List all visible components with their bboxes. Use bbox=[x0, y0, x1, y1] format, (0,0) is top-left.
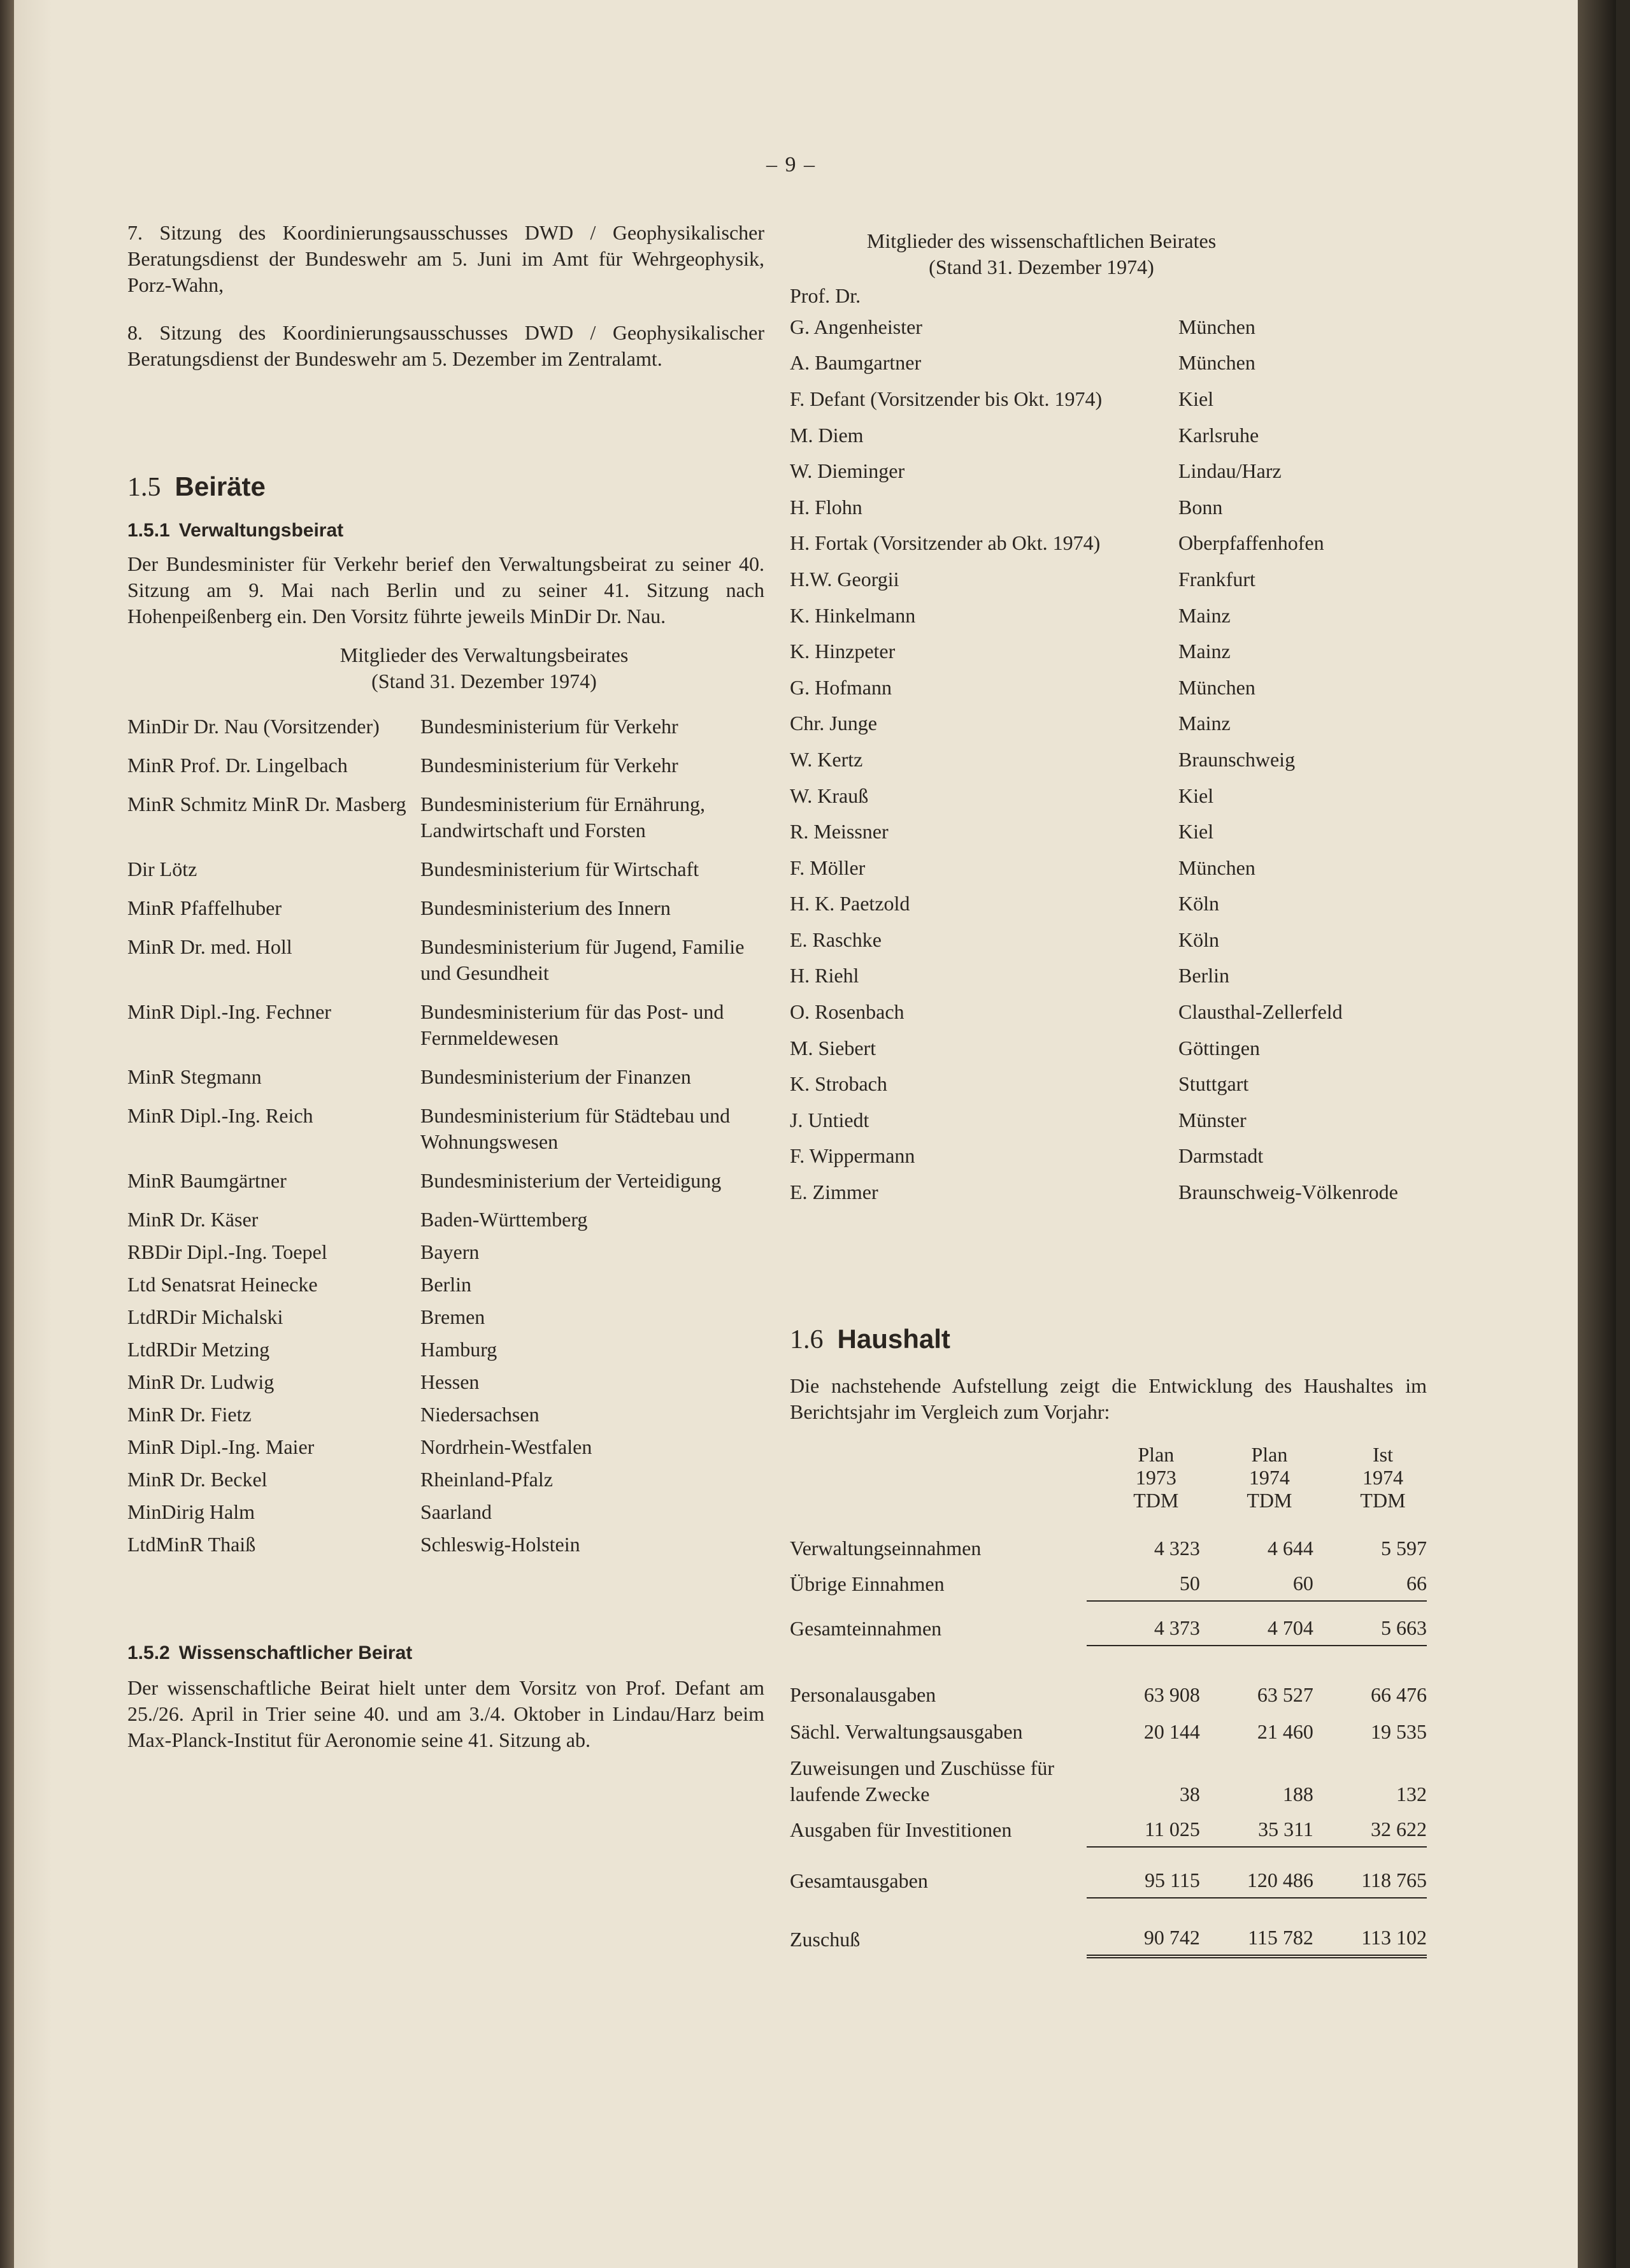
member-row bbox=[127, 1207, 764, 1233]
members-caption bbox=[127, 642, 764, 694]
budget-value: 4 644 bbox=[1267, 1536, 1313, 1560]
budget-header-line: 1974 bbox=[1248, 1465, 1290, 1489]
member-row bbox=[790, 670, 1433, 706]
member-place: Kiel bbox=[1178, 820, 1214, 843]
budget-header-row bbox=[790, 1443, 1427, 1512]
member-place: Braunschweig-Völkenrode bbox=[1178, 1181, 1398, 1204]
member-name: M. Diem bbox=[790, 423, 864, 447]
wb-caption-line-2: (Stand 31. Dezember 1974) bbox=[929, 255, 1154, 278]
budget-row-label: Gesamteinnahmen bbox=[790, 1616, 942, 1640]
member-name: H. Riehl bbox=[790, 964, 859, 987]
member-row bbox=[127, 1402, 764, 1428]
member-row bbox=[790, 453, 1433, 489]
member-row bbox=[790, 814, 1433, 850]
budget-header-cell bbox=[1200, 1443, 1313, 1512]
budget-value: 188 bbox=[1282, 1782, 1313, 1805]
member-place: Kiel bbox=[1178, 387, 1214, 410]
member-place: Mainz bbox=[1178, 712, 1231, 735]
paragraph-haushalt-intro: Die nachstehende Aufstellung zeigt die Entwicklung des Haushaltes im Berichtsjahr im Vergleich zum Vorjahr: bbox=[790, 1374, 1427, 1423]
member-row bbox=[127, 752, 764, 779]
member-place: Köln bbox=[1178, 892, 1219, 915]
subsection-heading-wissenschaftlicher-beirat bbox=[127, 1640, 764, 1666]
section-heading-beiraete bbox=[127, 470, 764, 504]
member-name: MinR Dr. Käser bbox=[127, 1208, 259, 1231]
member-row bbox=[127, 856, 764, 882]
member-row bbox=[790, 598, 1433, 634]
subsection-title: Verwaltungsbeirat bbox=[178, 520, 344, 541]
section-number: 1.5 bbox=[127, 473, 161, 502]
subsection-number: 1.5.2 bbox=[127, 1642, 170, 1663]
section-title: Haushalt bbox=[837, 1323, 950, 1354]
member-row bbox=[127, 895, 764, 921]
section-title: Beiräte bbox=[175, 471, 266, 501]
paragraph-meeting-7: 7. Sitzung des Koordinierungsausschusses DWD / Geophysikalischer Beratungsdienst der Bundeswehr am 5. Juni im Amt für Wehrgeophysik, Porz-Wahn, bbox=[127, 221, 764, 296]
member-organization: Nordrhein-Westfalen bbox=[420, 1435, 592, 1458]
member-name: LtdRDir Michalski bbox=[127, 1305, 283, 1328]
member-name: G. Angenheister bbox=[790, 315, 922, 338]
budget-value: 95 115 bbox=[1087, 1847, 1200, 1898]
member-name: MinR Dipl.-Ing. Reich bbox=[127, 1104, 313, 1127]
member-place: Lindau/Harz bbox=[1178, 459, 1282, 483]
budget-row bbox=[790, 1811, 1427, 1847]
member-row bbox=[127, 1239, 764, 1265]
member-name: MinR Stegmann bbox=[127, 1065, 262, 1088]
budget-value: 63 908 bbox=[1143, 1683, 1200, 1706]
member-name: M. Siebert bbox=[790, 1036, 876, 1059]
paragraph-wissenschaftlicher-beirat: Der wissenschaftliche Beirat hielt unter dem Vorsitz von Prof. Defant am 25./26. April in Trier seine 40. und am 3./4. Oktober in Lindau/Harz beim Max-Planck-Institut für Aeronomie seine 41. Sitzung ab. bbox=[127, 1676, 764, 1751]
member-organization: Hamburg bbox=[420, 1338, 497, 1361]
member-organization: Saarland bbox=[420, 1500, 492, 1523]
member-place: Oberpfaffenhofen bbox=[1178, 531, 1324, 555]
member-place: Münster bbox=[1178, 1108, 1247, 1131]
member-place: Braunschweig bbox=[1178, 747, 1296, 771]
budget-value: 19 535 bbox=[1371, 1719, 1427, 1743]
budget-row bbox=[790, 1512, 1427, 1565]
section-number: 1.6 bbox=[790, 1324, 824, 1354]
budget-value: 118 765 bbox=[1313, 1847, 1427, 1898]
members-caption-line-1: Mitglieder des Verwaltungsbeirates bbox=[340, 643, 629, 666]
member-organization: Bundesministerium für das Post- und Fernmeldewesen bbox=[420, 1000, 724, 1049]
member-place: München bbox=[1178, 675, 1255, 699]
member-row bbox=[790, 309, 1433, 345]
member-name: MinDir Dr. Nau (Vorsitzender) bbox=[127, 715, 380, 738]
member-organization: Bayern bbox=[420, 1240, 480, 1263]
member-name: K. Hinzpeter bbox=[790, 640, 896, 663]
member-row bbox=[790, 850, 1433, 886]
budget-header-line: TDM bbox=[1247, 1488, 1292, 1512]
subsection-heading-verwaltungsbeirat bbox=[127, 518, 764, 543]
member-row bbox=[127, 1369, 764, 1395]
member-name: RBDir Dipl.-Ing. Toepel bbox=[127, 1240, 327, 1263]
member-name: MinR Prof. Dr. Lingelbach bbox=[127, 754, 348, 777]
paragraph-verwaltungsbeirat: Der Bundesminister für Verkehr berief den Verwaltungsbeirat zu seiner 40. Sitzung am 9. Mai nach Berlin und zu seiner 41. Sitzung nach Hohenpeißenberg ein. Den Vorsitz führte jeweils MinDir Dr. Nau. bbox=[127, 552, 764, 628]
member-place: Darmstadt bbox=[1178, 1144, 1264, 1168]
member-organization: Bundesministerium der Finanzen bbox=[420, 1065, 691, 1088]
member-place: Karlsruhe bbox=[1178, 423, 1259, 447]
member-row bbox=[790, 633, 1433, 670]
member-organization: Bundesministerium für Verkehr bbox=[420, 715, 678, 738]
verwaltungsbeirat-member-list bbox=[127, 714, 764, 1558]
member-name: O. Rosenbach bbox=[790, 1000, 904, 1024]
member-row bbox=[127, 1532, 764, 1558]
member-name: W. Dieminger bbox=[790, 459, 905, 483]
member-name: H. K. Paetzold bbox=[790, 892, 910, 915]
budget-value: 115 782 bbox=[1200, 1898, 1313, 1956]
member-name: H. Fortak (Vorsitzender ab Okt. 1974) bbox=[790, 531, 1101, 555]
member-place: Bonn bbox=[1178, 495, 1223, 519]
member-name: MinR Dr. Beckel bbox=[127, 1468, 268, 1491]
budget-value: 66 bbox=[1313, 1565, 1427, 1601]
budget-row bbox=[790, 1565, 1427, 1601]
budget-value: 90 742 bbox=[1087, 1898, 1200, 1956]
member-name: F. Wippermann bbox=[790, 1144, 915, 1168]
member-organization: Baden-Württemberg bbox=[420, 1208, 588, 1231]
member-row bbox=[790, 489, 1433, 526]
member-name: MinR Dr. Fietz bbox=[127, 1403, 252, 1426]
budget-value: 4 704 bbox=[1200, 1601, 1313, 1646]
budget-row-label: Übrige Einnahmen bbox=[790, 1572, 945, 1595]
member-row bbox=[127, 934, 764, 986]
budget-header-line: 1973 bbox=[1135, 1465, 1176, 1489]
budget-value: 66 476 bbox=[1371, 1683, 1427, 1706]
member-row bbox=[127, 1304, 764, 1330]
wb-caption bbox=[790, 228, 1293, 280]
budget-row-label: Personalausgaben bbox=[790, 1683, 936, 1706]
budget-header-line: TDM bbox=[1360, 1488, 1406, 1512]
member-organization: Bundesministerium für Jugend, Familie und Gesundheit bbox=[420, 935, 745, 984]
budget-row-label: Sächl. Verwaltungsausgaben bbox=[790, 1719, 1023, 1743]
member-row bbox=[790, 1066, 1433, 1102]
member-name: A. Baumgartner bbox=[790, 351, 922, 375]
budget-row bbox=[790, 1898, 1427, 1956]
member-name: W. Krauß bbox=[790, 784, 869, 807]
members-caption-line-2: (Stand 31. Dezember 1974) bbox=[371, 670, 597, 693]
budget-value: 21 460 bbox=[1257, 1719, 1313, 1743]
member-name: H.W. Georgii bbox=[790, 567, 899, 591]
member-place: Göttingen bbox=[1178, 1036, 1260, 1059]
member-name: Dir Lötz bbox=[127, 858, 197, 880]
budget-header-line: Plan bbox=[1138, 1442, 1175, 1466]
member-row bbox=[127, 1434, 764, 1460]
member-name: MinR Pfaffelhuber bbox=[127, 896, 282, 919]
member-name: K. Hinkelmann bbox=[790, 603, 916, 627]
budget-header-blank bbox=[790, 1443, 1087, 1512]
member-place: Berlin bbox=[1178, 964, 1229, 987]
member-row bbox=[790, 381, 1433, 417]
member-row bbox=[127, 1499, 764, 1525]
member-organization: Bundesministerium für Ernährung, Landwirtschaft und Forsten bbox=[420, 793, 706, 842]
member-row bbox=[127, 791, 764, 843]
member-organization: Bundesministerium für Wirtschaft bbox=[420, 858, 699, 880]
member-row bbox=[790, 417, 1433, 454]
budget-row bbox=[790, 1749, 1427, 1811]
budget-row bbox=[790, 1712, 1427, 1749]
budget-header-line: TDM bbox=[1133, 1488, 1179, 1512]
budget-header-line: Ist bbox=[1372, 1442, 1393, 1466]
member-row bbox=[127, 1272, 764, 1298]
member-row bbox=[127, 999, 764, 1051]
member-organization: Schleswig-Holstein bbox=[420, 1533, 580, 1556]
budget-row bbox=[790, 1601, 1427, 1646]
budget-row bbox=[790, 1646, 1427, 1712]
budget-value: 63 527 bbox=[1257, 1683, 1313, 1706]
budget-value: 120 486 bbox=[1200, 1847, 1313, 1898]
document-page bbox=[14, 0, 1578, 2268]
member-name: MinR Dipl.-Ing. Maier bbox=[127, 1435, 315, 1458]
member-name: MinR Baumgärtner bbox=[127, 1169, 287, 1192]
member-row bbox=[127, 714, 764, 740]
member-name: F. Defant (Vorsitzender bis Okt. 1974) bbox=[790, 387, 1103, 410]
member-name: E. Zimmer bbox=[790, 1181, 878, 1204]
member-row bbox=[790, 1030, 1433, 1066]
member-place: Mainz bbox=[1178, 603, 1231, 627]
member-name: W. Kertz bbox=[790, 747, 863, 771]
member-organization: Bundesministerium des Innern bbox=[420, 896, 671, 919]
member-name: MinR Schmitz MinR Dr. Masberg bbox=[127, 793, 406, 815]
member-row bbox=[790, 742, 1433, 778]
wissenschaftlicher-beirat-member-list bbox=[790, 309, 1433, 1210]
budget-value: 20 144 bbox=[1143, 1719, 1200, 1743]
member-row bbox=[790, 561, 1433, 598]
member-organization: Berlin bbox=[420, 1273, 471, 1296]
member-name: MinR Dipl.-Ing. Fechner bbox=[127, 1000, 331, 1023]
member-place: München bbox=[1178, 856, 1255, 879]
budget-value: 60 bbox=[1200, 1565, 1313, 1601]
right-column bbox=[790, 228, 1433, 1958]
member-organization: Bremen bbox=[420, 1305, 485, 1328]
budget-row-label: Ausgaben für Investitionen bbox=[790, 1818, 1012, 1841]
member-name: MinR Dr. Ludwig bbox=[127, 1370, 275, 1393]
wb-title-prefix: Prof. Dr. bbox=[790, 284, 861, 307]
member-name: LtdMinR Thaiß bbox=[127, 1533, 256, 1556]
member-place: Kiel bbox=[1178, 784, 1214, 807]
budget-row-label: Zuweisungen und Zuschüsse für laufende Zwecke bbox=[790, 1756, 1055, 1805]
member-name: E. Raschke bbox=[790, 928, 882, 951]
member-organization: Rheinland-Pfalz bbox=[420, 1468, 553, 1491]
member-name: LtdRDir Metzing bbox=[127, 1338, 270, 1361]
member-row bbox=[127, 1337, 764, 1363]
member-row bbox=[790, 1102, 1433, 1138]
member-row bbox=[790, 886, 1433, 922]
budget-value: 5 597 bbox=[1381, 1536, 1427, 1560]
subsection-number: 1.5.1 bbox=[127, 520, 170, 541]
member-name: K. Strobach bbox=[790, 1072, 887, 1096]
member-organization: Bundesministerium für Verkehr bbox=[420, 754, 678, 777]
budget-value: 113 102 bbox=[1313, 1898, 1427, 1956]
budget-header-line: Plan bbox=[1251, 1442, 1288, 1466]
member-row bbox=[790, 994, 1433, 1030]
budget-header-line: 1974 bbox=[1362, 1465, 1403, 1489]
budget-value: 132 bbox=[1396, 1782, 1427, 1805]
budget-value: 4 323 bbox=[1154, 1536, 1200, 1560]
wb-caption-line-1: Mitglieder des wissenschaftlichen Beirates bbox=[866, 229, 1217, 252]
member-name: R. Meissner bbox=[790, 820, 889, 843]
member-row bbox=[790, 922, 1433, 958]
member-name: MinDirig Halm bbox=[127, 1500, 255, 1523]
member-row bbox=[790, 958, 1433, 994]
member-name: F. Möller bbox=[790, 856, 866, 879]
budget-row-label: Verwaltungseinnahmen bbox=[790, 1536, 982, 1560]
member-place: Mainz bbox=[1178, 640, 1231, 663]
member-organization: Bundesministerium für Städtebau und Wohnungswesen bbox=[420, 1104, 731, 1153]
budget-value: 11 025 bbox=[1087, 1811, 1200, 1847]
member-row bbox=[790, 526, 1433, 562]
budget-row-label: Gesamtausgaben bbox=[790, 1869, 928, 1892]
member-place: Clausthal-Zellerfeld bbox=[1178, 1000, 1343, 1024]
budget-value: 38 bbox=[1179, 1782, 1200, 1805]
member-row bbox=[790, 778, 1433, 814]
budget-row bbox=[790, 1847, 1427, 1898]
member-row bbox=[790, 345, 1433, 382]
member-row bbox=[127, 1168, 764, 1194]
budget-value: 35 311 bbox=[1200, 1811, 1313, 1847]
member-name: G. Hofmann bbox=[790, 675, 892, 699]
budget-value: 5 663 bbox=[1313, 1601, 1427, 1646]
member-row bbox=[790, 1138, 1433, 1175]
left-column bbox=[127, 220, 764, 1753]
member-place: München bbox=[1178, 315, 1255, 338]
member-organization: Niedersachsen bbox=[420, 1403, 540, 1426]
member-name: J. Untiedt bbox=[790, 1108, 869, 1131]
book-binding bbox=[0, 0, 14, 2268]
budget-value: 4 373 bbox=[1087, 1601, 1200, 1646]
member-place: Köln bbox=[1178, 928, 1219, 951]
member-row bbox=[127, 1467, 764, 1493]
member-place: München bbox=[1178, 351, 1255, 375]
budget-value: 32 622 bbox=[1313, 1811, 1427, 1847]
member-row bbox=[127, 1064, 764, 1090]
budget-row-label: Zuschuß bbox=[790, 1927, 861, 1951]
budget-table bbox=[790, 1443, 1427, 1958]
member-name: MinR Dr. med. Holl bbox=[127, 935, 292, 958]
member-organization: Bundesministerium der Verteidigung bbox=[420, 1169, 722, 1192]
member-name: Chr. Junge bbox=[790, 712, 877, 735]
page-number: – 9 – bbox=[766, 153, 816, 176]
member-organization: Hessen bbox=[420, 1370, 480, 1393]
budget-header-cell bbox=[1087, 1443, 1200, 1512]
member-place: Stuttgart bbox=[1178, 1072, 1249, 1096]
paragraph-meeting-8: 8. Sitzung des Koordinierungsausschusses DWD / Geophysikalischer Beratungsdienst der Bundeswehr am 5. Dezember im Zentralamt. bbox=[127, 321, 764, 370]
subsection-title: Wissenschaftlicher Beirat bbox=[178, 1642, 413, 1663]
member-place: Frankfurt bbox=[1178, 567, 1255, 591]
member-row bbox=[790, 1174, 1433, 1210]
member-name: H. Flohn bbox=[790, 495, 862, 519]
budget-value: 50 bbox=[1087, 1565, 1200, 1601]
budget-header-cell bbox=[1313, 1443, 1427, 1512]
member-name: Ltd Senatsrat Heinecke bbox=[127, 1273, 318, 1296]
member-row bbox=[790, 706, 1433, 742]
member-row bbox=[127, 1103, 764, 1155]
section-heading-haushalt bbox=[790, 1323, 1433, 1356]
